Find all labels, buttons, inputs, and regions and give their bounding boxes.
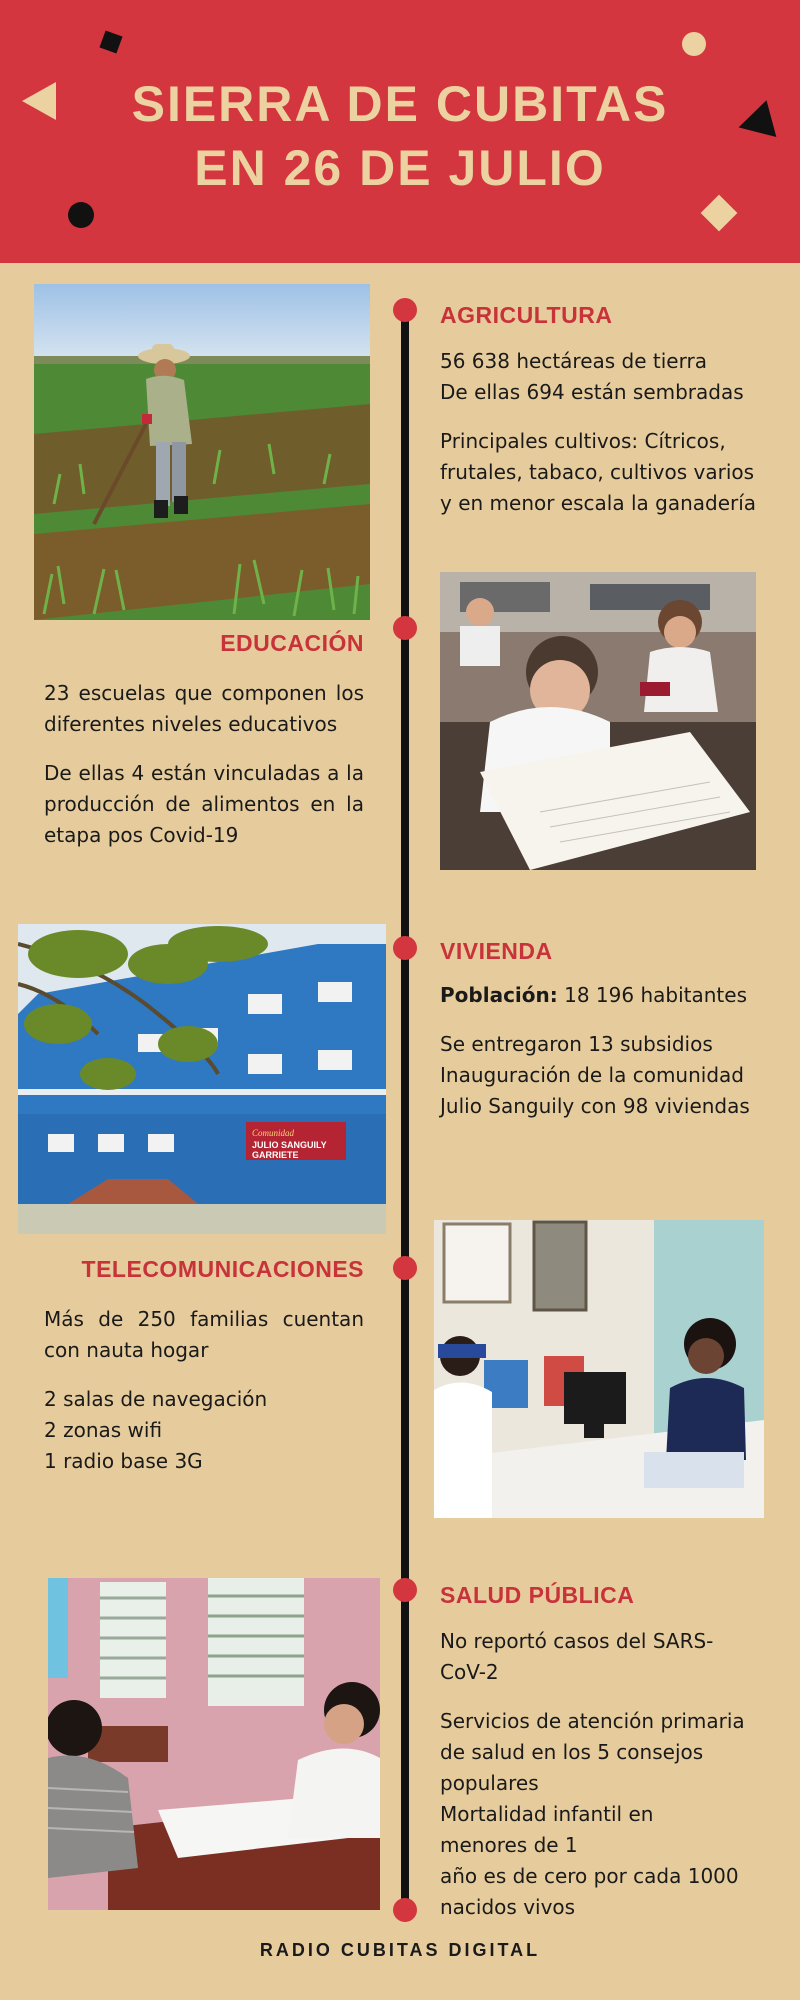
paragraph: [440, 346, 770, 408]
diamond-decoration: [701, 195, 738, 232]
square-decoration: [99, 30, 122, 53]
timeline-dot: [393, 298, 417, 322]
text-line: No reportó casos del SARS-: [440, 1629, 714, 1653]
timeline-dot: [393, 1578, 417, 1602]
section-heading-vivienda: VIVIENDA: [440, 938, 553, 964]
footer-credit: RADIO CUBITAS DIGITAL: [259, 1940, 541, 1960]
population-value: 18 196 habitantes: [564, 983, 747, 1007]
timeline-dot: [393, 616, 417, 640]
sign-line-3: GARRIETE: [252, 1150, 299, 1160]
text-line: de salud en los 5 consejos: [440, 1740, 704, 1764]
salud-publica-text: [440, 1626, 770, 1941]
text-line: y en menor escala la ganadería: [440, 491, 757, 515]
paragraph: De ellas 4 están vinculadas a la producción de alimentos en la etapa pos Covid-19: [44, 761, 364, 847]
education-photo: [440, 572, 756, 870]
circle-decoration: [68, 202, 94, 228]
population-label: Población:: [440, 983, 558, 1007]
educacion-text: [44, 678, 364, 869]
timeline-dot: [393, 1256, 417, 1280]
text-line: Principales cultivos: Cítricos,: [440, 429, 726, 453]
timeline-dot: [393, 1898, 417, 1922]
paragraph: [440, 426, 770, 519]
timeline-dot: [393, 936, 417, 960]
population-line: [440, 980, 770, 1011]
agricultura-text: [440, 346, 770, 537]
text-line: 2 zonas wifi: [44, 1418, 163, 1442]
section-heading-agricultura: AGRICULTURA: [440, 302, 613, 328]
paragraph: [440, 1706, 770, 1923]
title-line-1: SIERRA DE CUBITAS: [131, 76, 669, 132]
agriculture-photo: [34, 284, 370, 620]
text-line: nacidos vivos: [440, 1895, 576, 1919]
vivienda-text: [440, 980, 770, 1140]
page-title: [0, 72, 800, 200]
text-line: 2 salas de navegación: [44, 1387, 268, 1411]
text-line: CoV-2: [440, 1660, 499, 1684]
section-heading-educacion: EDUCACIÓN: [220, 630, 364, 656]
section-heading-telecomunicaciones: TELECOMUNICACIONES: [81, 1256, 364, 1282]
text-line: De ellas 694 están sembradas: [440, 380, 744, 404]
paragraph: [440, 1029, 770, 1122]
text-line: Servicios de atención primaria: [440, 1709, 745, 1733]
telecommunications-photo: [434, 1220, 764, 1518]
text-line: menores de 1: [440, 1833, 578, 1857]
header-banner: [0, 0, 800, 263]
text-line: populares: [440, 1771, 539, 1795]
housing-photo: [18, 924, 386, 1234]
timeline-line: [401, 300, 409, 1920]
text-line: Mortalidad infantil en: [440, 1802, 654, 1826]
text-line: 1 radio base 3G: [44, 1449, 203, 1473]
health-photo: [48, 1578, 380, 1910]
text-line: Se entregaron 13 subsidios: [440, 1032, 713, 1056]
circle-decoration: [682, 32, 706, 56]
telecomunicaciones-text: [44, 1304, 364, 1495]
text-line: 56 638 hectáreas de tierra: [440, 349, 707, 373]
paragraph: [44, 1384, 364, 1477]
sign-line-2: JULIO SANGUILY: [252, 1140, 327, 1150]
title-line-2: EN 26 DE JULIO: [194, 140, 606, 196]
text-line: frutales, tabaco, cultivos varios: [440, 460, 755, 484]
text-line: año es de cero por cada 1000: [440, 1864, 739, 1888]
section-heading-salud-publica: SALUD PÚBLICA: [440, 1582, 635, 1608]
paragraph: [440, 1626, 770, 1688]
sign-line-1: Comunidad: [252, 1128, 295, 1138]
text-line: Inauguración de la comunidad: [440, 1063, 744, 1087]
paragraph: 23 escuelas que componen los diferentes niveles educativos: [44, 681, 364, 736]
paragraph: Más de 250 familias cuentan con nauta hogar: [44, 1307, 364, 1362]
text-line: Julio Sanguily con 98 viviendas: [440, 1094, 750, 1118]
